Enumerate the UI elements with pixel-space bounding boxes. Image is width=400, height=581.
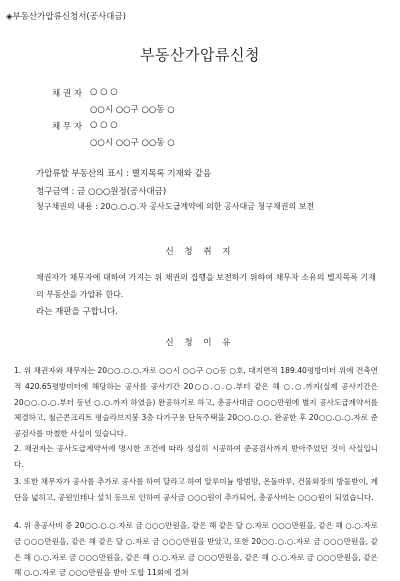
purpose-closing: 라는 재판을 구합니다. xyxy=(36,307,119,317)
debtor-label: 채 무 자 xyxy=(52,122,83,132)
creditor-address: ○○시 ○○구 ○○동 ○ xyxy=(90,105,175,115)
creditor-name: ○ ○ ○ xyxy=(90,87,118,97)
purpose-text: 채권자가 채무자에 대하여 가지는 위 채권의 집행을 보전하기 위하여 채무자 소유의 별지목록 기재의 부동산을 가압류 한다. xyxy=(36,273,376,299)
purpose-heading: 신 청 취 지 xyxy=(165,247,235,257)
debtor-name: ○ ○ ○ xyxy=(90,120,118,130)
reason-item: 4. 위 총공사비 중 20○○.○.○.자로 금 ○○○만원을, 같은 해 같은 달 ○.자로 ○○○만원을, 같은 해 ○.○.자로 금 ○○○만원을, 같은 해 같은 달 ○.자로 금 ○○○만원을 받았고, 또한 20○○.○.○.자로 금 ○○○만원을, 같은 해 ○.○.자로 금 ○○○만원을, 같은 해 ○.○.자로 금 ○○○만원을, 같은 해 ○.○.자로 금 ○○○만원을, 같은 해 ○.○.자로 금 ○○○만원을 받아 도합 11회에 걸쳐 xyxy=(14,521,378,578)
reason-item: 2. 채권자는 공사도급계약서에 명시한 조건에 따라 성실히 시공하여 준공검사까지 받아주었던 것이 사실입니다. xyxy=(14,444,378,469)
claim-amount: 청구금액 : 금 ○○○원정(공사대금) xyxy=(36,187,167,197)
claim-basis: 청구채권의 내용 : 20○.○.○.자 공사도급계약에 의한 공사대금 청구채권의 보전 xyxy=(36,202,315,211)
property-description: 가압류할 부동산의 표시 : 별지목록 기재와 같음 xyxy=(36,169,212,179)
creditor-label: 채 권 자 xyxy=(52,89,83,99)
reason-heading: 신 청 이 유 xyxy=(165,338,235,348)
document-tagline: ◈부동산가압류신청서(공사대금) xyxy=(6,12,126,22)
reason-item: 3. 또한 채무자가 공사를 추가로 공사를 하여 달라고 하여 알루미늄 방범망, 온돌마루, 건물외장의 방둘받이, 계단을 넓히고, 공원인테나 설치 등으로 인하여 공사금 ○○○원이 추가되어, 총공사비는 ○○○원이 되었습니다. xyxy=(14,477,378,502)
document-title: 부동산가압류신청 xyxy=(140,46,260,64)
reason-item: 1. 위 채권자와 채무자는 20○○.○.○.자로 ○○시 ○○구 ○○동 ○호, 대지면적 189.40평방미터 위에 건축면적 420.65평방미터에 해당하는 공사를 공사기간 20○○.○.○.부터 같은 해 ○.○.까지(실제 공사기간은 20○○.○.○.부터 동년 ○.○.까지 하였음) 완공하기로 하고, 총공사대금 ○○○만원에 별지 공사도급계약서를 체결하고, 철근콘크리트 평슬라브지붕 3층 다가구용 단독주택을 20○○.○.○. 완공한 후 20○○.○.○.자로 준공검사를 마쳤한 사실이 있습니다. xyxy=(14,366,378,439)
debtor-address: ○○시 ○○구 ○○동 ○ xyxy=(90,138,175,148)
